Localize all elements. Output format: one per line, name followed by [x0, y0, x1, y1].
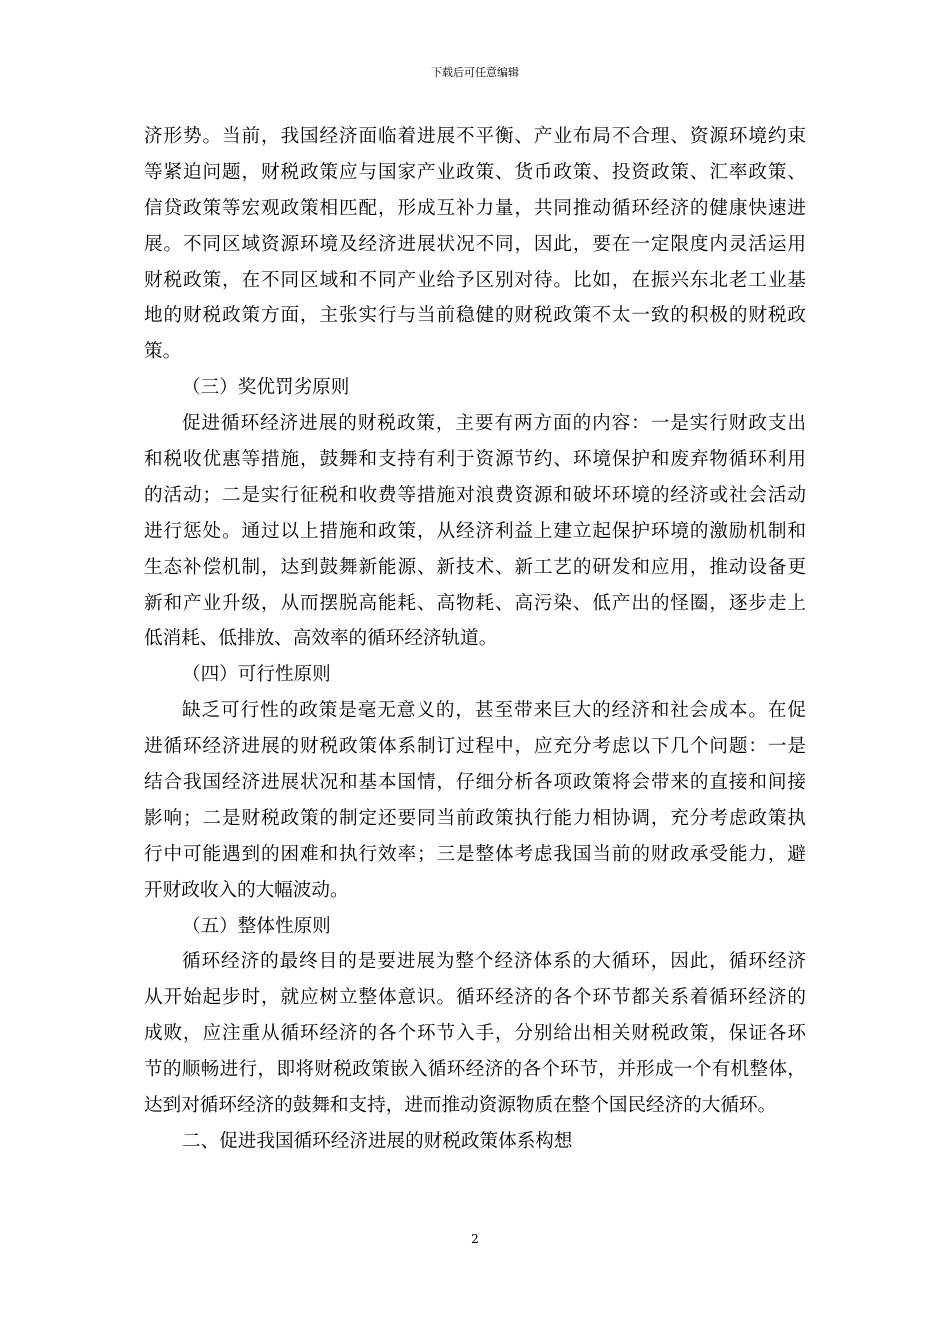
body-line: 从开始起步时，就应树立整体意识。循环经济的各个环节都关系着循环经济的 [144, 987, 806, 1009]
paragraph-first-line: 循环经济的最终目的是要进展为整个经济体系的大循环，因此，循环经济 [182, 951, 806, 973]
body-line: 生态补偿机制，达到鼓舞新能源、新技术、新工艺的研发和应用，推动设备更 [144, 556, 806, 578]
body-line: 节的顺畅进行，即将财税政策嵌入循环经济的各个环节，并形成一个有机整体， [144, 1059, 806, 1081]
body-line: 新和产业升级，从而摆脱高能耗、高物耗、高污染、低产出的怪圈，逐步走上 [144, 592, 806, 614]
page-number: 2 [471, 1232, 479, 1246]
body-line: 进循环经济进展的财税政策体系制订过程中，应充分考虑以下几个问题：一是 [144, 736, 806, 758]
section-heading: （四）可行性原则 [182, 664, 331, 686]
document-body [144, 119, 806, 1160]
body-line: 和税收优惠等措施，鼓舞和支持有利于资源节约、环境保护和废弃物循环利用 [144, 449, 806, 471]
body-line: 低消耗、低排放、高效率的循环经济轨道。 [144, 628, 498, 650]
body-line: 地的财税政策方面，主张实行与当前稳健的财税政策不太一致的积极的财税政 [144, 305, 806, 327]
section-heading: （三）奖优罚劣原则 [182, 377, 350, 399]
paragraph-first-line: 促进循环经济进展的财税政策，主要有两方面的内容：一是实行财政支出 [182, 413, 806, 435]
body-line: 影响；二是财税政策的制定还要同当前政策执行能力相协调，充分考虑政策执 [144, 807, 806, 829]
body-line: 策。 [144, 341, 182, 363]
chapter-heading: 二、促进我国循环经济进展的财税政策体系构想 [182, 1130, 573, 1152]
body-line: 成败，应注重从循环经济的各个环节入手，分别给出相关财税政策，保证各环 [144, 1023, 806, 1045]
body-line: 展。不同区域资源环境及经济进展状况不同，因此，要在一定限度内灵活运用 [144, 233, 806, 255]
paragraph-first-line: 缺乏可行性的政策是毫无意义的，甚至带来巨大的经济和社会成本。在促 [182, 700, 806, 722]
body-line: 进行惩处。通过以上措施和政策，从经济利益上建立起保护环境的激励机制和 [144, 520, 806, 542]
body-line: 的活动；二是实行征税和收费等措施对浪费资源和破坏环境的经济或社会活动 [144, 484, 806, 506]
section-heading: （五）整体性原则 [182, 915, 331, 937]
body-line: 信贷政策等宏观政策相匹配，形成互补力量，共同推动循环经济的健康快速进 [144, 197, 806, 219]
body-line: 财税政策，在不同区域和不同产业给予区别对待。比如，在振兴东北老工业基 [144, 269, 806, 291]
body-line: 行中可能遇到的困难和执行效率；三是整体考虑我国当前的财政承受能力，避 [144, 843, 806, 865]
body-line: 等紧迫问题，财税政策应与国家产业政策、货币政策、投资政策、汇率政策、 [144, 161, 806, 183]
body-line: 结合我国经济进展状况和基本国情，仔细分析各项政策将会带来的直接和间接 [144, 772, 806, 794]
body-line: 济形势。当前，我国经济面临着进展不平衡、产业布局不合理、资源环境约束 [144, 126, 806, 147]
body-line: 开财政收入的大幅波动。 [144, 879, 349, 901]
body-line: 达到对循环经济的鼓舞和支持，进而推动资源物质在整个国民经济的大循环。 [144, 1095, 777, 1117]
page-header: 下载后可任意编辑 [431, 66, 519, 79]
